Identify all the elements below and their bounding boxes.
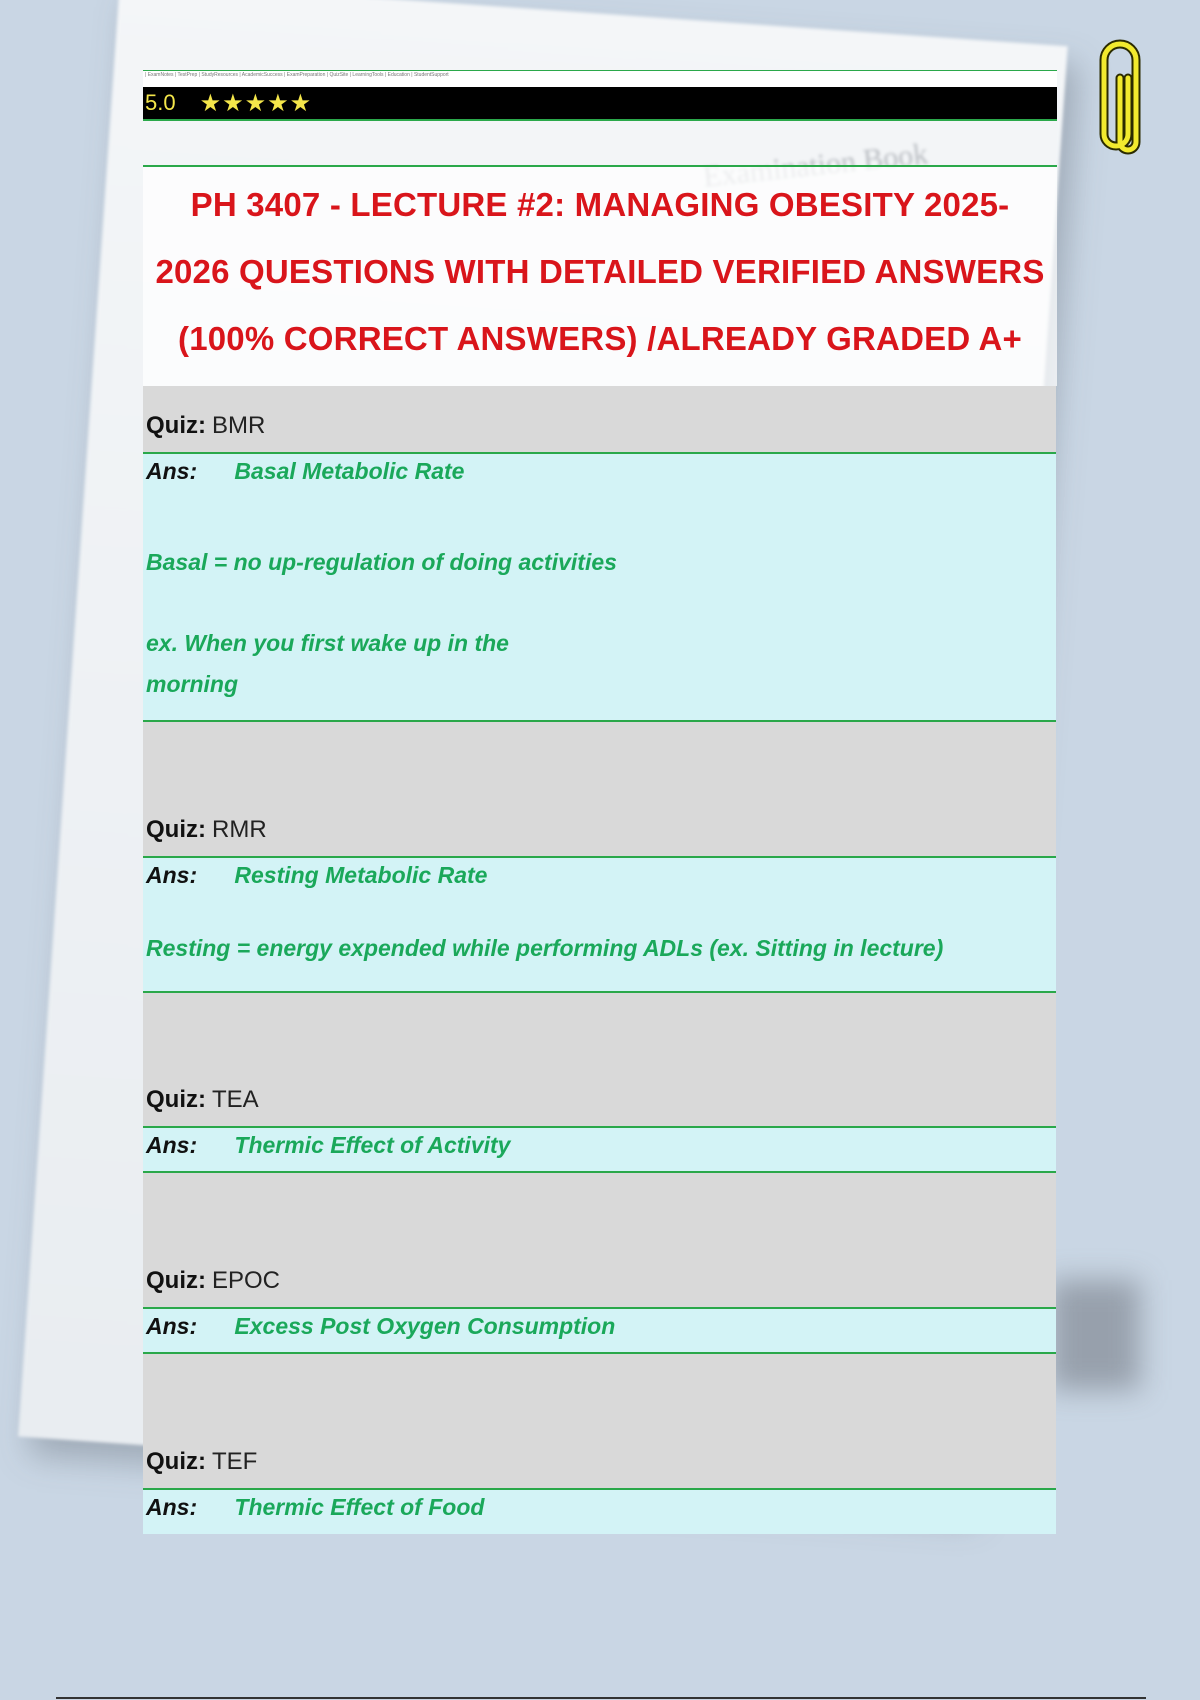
- answer-note: ex. When you first wake up in the: [146, 630, 509, 656]
- answer-text: Resting Metabolic Rate: [234, 862, 488, 888]
- background-shadow: [1050, 1280, 1140, 1390]
- answer-text: Excess Post Oxygen Consumption: [234, 1313, 616, 1339]
- star-icon: ★★★★★: [199, 89, 313, 117]
- answer-text: Thermic Effect of Activity: [234, 1132, 511, 1158]
- quiz-question-row: [143, 722, 1056, 856]
- answer-label: Ans:: [146, 1132, 198, 1158]
- title-line-2: 2026 QUESTIONS WITH DETAILED VERIFIED ANSWERS: [155, 253, 1045, 290]
- document-sheet: [143, 70, 1057, 1534]
- answer-note: morning: [146, 671, 238, 697]
- quiz-label: Quiz:: [146, 1086, 206, 1113]
- answer-block: [143, 1307, 1056, 1354]
- quiz-label: Quiz:: [146, 412, 206, 439]
- answer-text: Thermic Effect of Food: [234, 1494, 485, 1520]
- footer-rule: [56, 1697, 1146, 1699]
- answer-block: [143, 452, 1056, 722]
- answer-block: [143, 1488, 1056, 1534]
- paperclip-icon: [1088, 38, 1144, 156]
- answer-note: Resting = energy expended while performing ADLs (ex. Sitting in lecture): [146, 935, 944, 961]
- answer-label: Ans:: [146, 1494, 198, 1520]
- answer-label: Ans:: [146, 458, 198, 484]
- quiz-question-row: [143, 386, 1056, 452]
- quiz-question: TEA: [212, 1086, 259, 1113]
- quiz-question-row: [143, 1173, 1056, 1307]
- answer-block: [143, 1126, 1056, 1173]
- quiz-label: Quiz:: [146, 1448, 206, 1475]
- answer-note: Basal = no up-regulation of doing activities: [146, 549, 617, 575]
- quiz-question-row: [143, 993, 1056, 1126]
- quiz-label: Quiz:: [146, 816, 206, 843]
- header-keywords: | ExamNotes | TestPrep | StudyResources | AcademicSuccess | ExamPreparation | QuizSite | LearningTools | Education | StudentSupport: [143, 70, 1057, 87]
- answer-block: [143, 856, 1056, 993]
- quiz-label: Quiz:: [146, 1267, 206, 1294]
- quiz-question-row: [143, 1354, 1056, 1488]
- answer-label: Ans:: [146, 862, 198, 888]
- answer-label: Ans:: [146, 1313, 198, 1339]
- document-title: [143, 165, 1057, 386]
- rating-value: 5.0: [145, 90, 176, 115]
- quiz-question: BMR: [212, 412, 266, 439]
- quiz-question: TEF: [212, 1448, 258, 1475]
- quiz-question: EPOC: [212, 1267, 281, 1294]
- rating-bar: [143, 87, 1057, 121]
- title-line-1: PH 3407 - LECTURE #2: MANAGING OBESITY 2025-: [190, 186, 1010, 223]
- quiz-question: RMR: [212, 816, 267, 843]
- answer-text: Basal Metabolic Rate: [234, 458, 465, 484]
- title-line-3: (100% CORRECT ANSWERS) /ALREADY GRADED A+: [178, 320, 1022, 357]
